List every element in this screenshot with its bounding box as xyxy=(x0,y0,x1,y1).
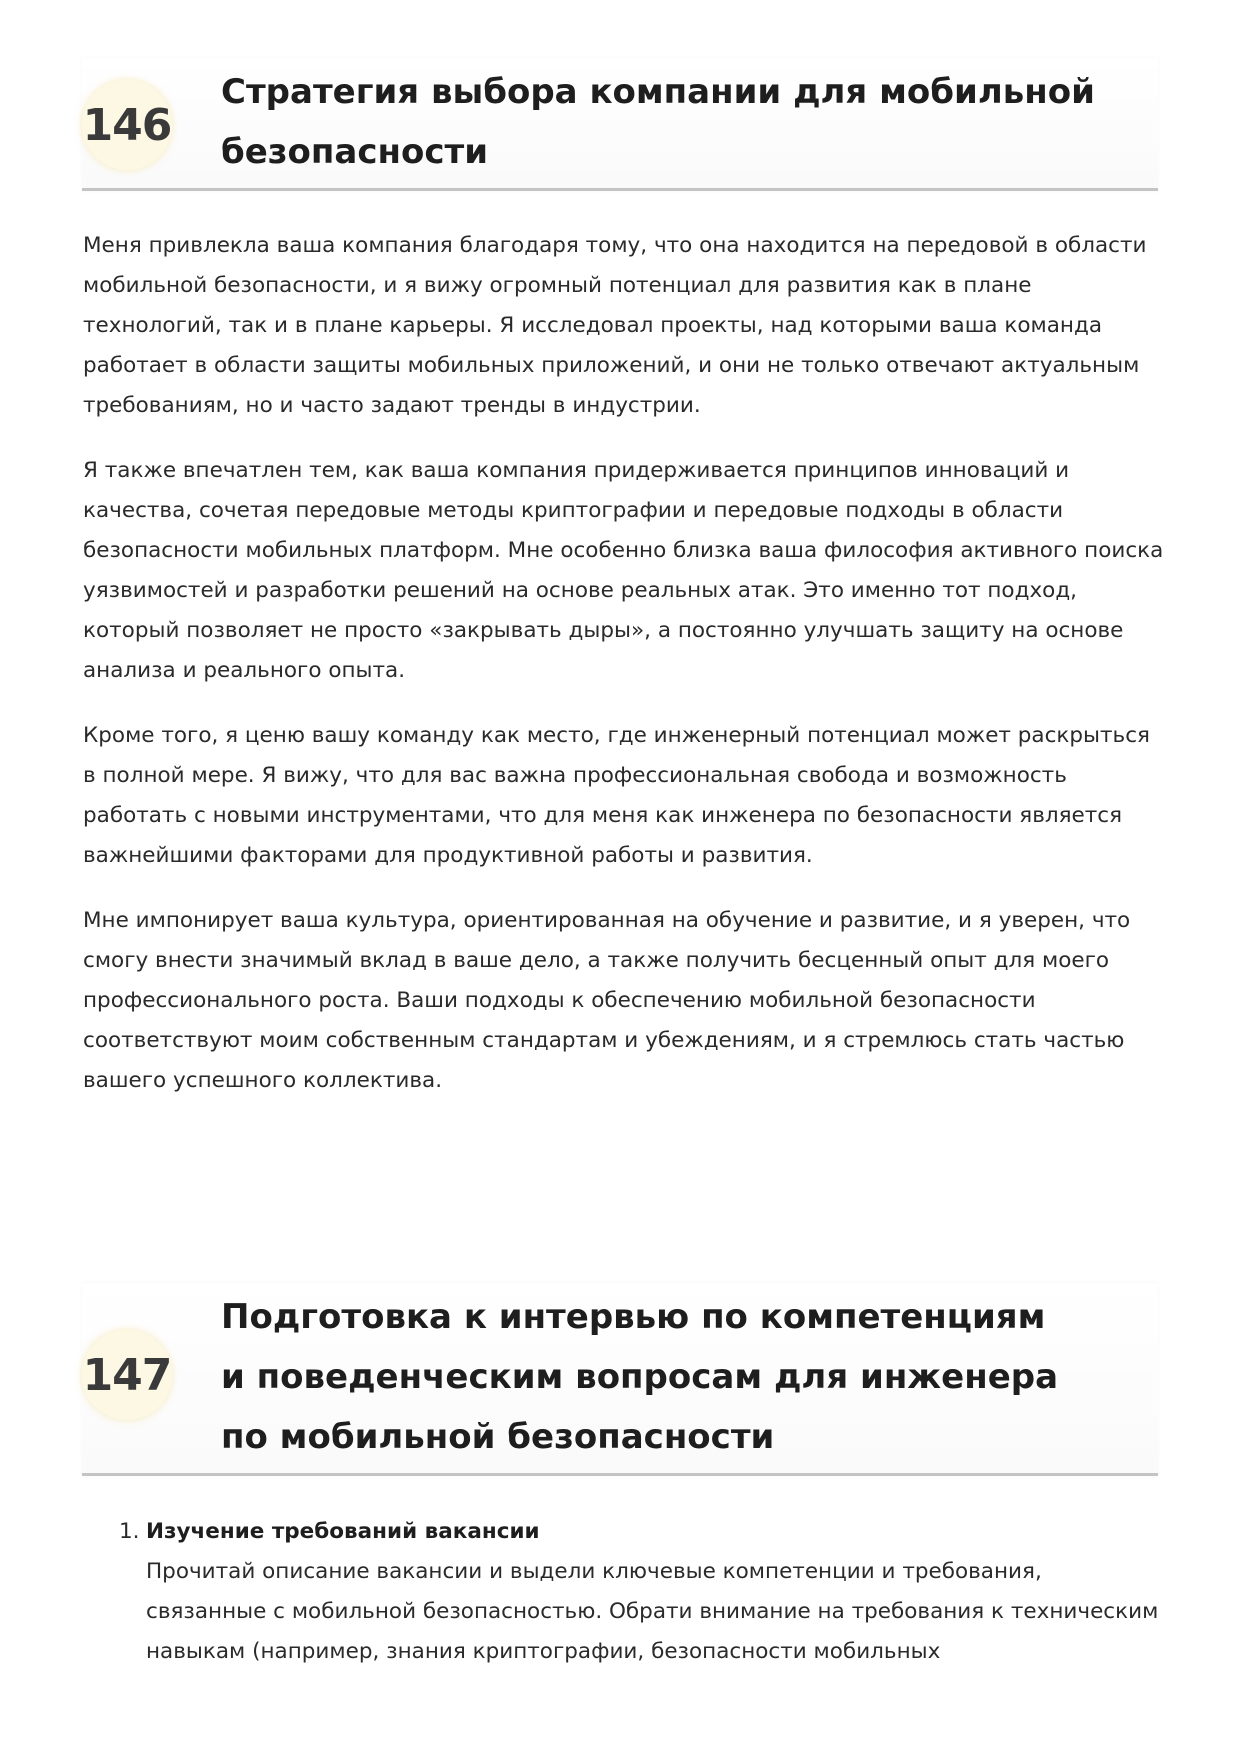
section-title: Подготовка к интервью по компетенциям и поведенческим вопросам для инженера по мобильной безопасности xyxy=(221,1297,1059,1457)
list-item xyxy=(83,1512,1168,1672)
paragraph: Я также впечатлен тем, как ваша компания придерживается принципов инноваций и качества, сочетая передовые методы криптографии и передовые подходы в области безопасности мобильных платформ. Мне особенно близка ваша философия активного поиска уязвимостей и разработки решений на основе реальных атак. Это именно тот подход, который позволяет не просто «закрывать дыры», а постоянно улучшать защиту на основе анализа и реального опыта. xyxy=(83,458,1164,683)
list-item-number: 1. xyxy=(119,1519,140,1544)
paragraph: Кроме того, я ценю вашу команду как место, где инженерный потенциал может раскрыться в полной мере. Я вижу, что для вас важна профессиональная свобода и возможность работать с новыми инструментами, что для меня как инженера по безопасности является важнейшими факторами для продуктивной работы и развития. xyxy=(83,723,1150,868)
list-item-text: Прочитай описание вакансии и выдели ключевые компетенции и требования, связанные с мобильной безопасностью. Обрати внимание на требования к техническим навыкам (например, знания криптографии, безопасности мобильных xyxy=(146,1559,1159,1664)
paragraph: Меня привлекла ваша компания благодаря тому, что она находится на передовой в области мобильной безопасности, и я вижу огромный потенциал для развития как в плане технологий, так и в плане карьеры. Я исследовал проекты, над которыми ваша команда работает в области защиты мобильных приложений, и они не только отвечают актуальным требованиям, но и часто задают тренды в индустрии. xyxy=(83,233,1147,418)
list-item-heading: Изучение требований вакансии xyxy=(146,1519,540,1544)
section-146-body xyxy=(83,226,1168,1126)
section-header-147 xyxy=(82,1283,1158,1476)
section-number-badge: 146 xyxy=(82,80,172,170)
section-title: Стратегия выбора компании для мобильной безопасности xyxy=(221,72,1095,172)
numbered-list xyxy=(83,1512,1168,1672)
section-header-146 xyxy=(82,58,1158,191)
paragraph: Мне импонирует ваша культура, ориентированная на обучение и развитие, и я уверен, что смогу внести значимый вклад в ваше дело, а также получить бесценный опыт для моего профессионального роста. Ваши подходы к обеспечению мобильной безопасности соответствуют моим собственным стандартам и убеждениям, и я стремлюсь стать частью вашего успешного коллектива. xyxy=(83,908,1131,1093)
section-number-badge: 147 xyxy=(82,1330,172,1420)
